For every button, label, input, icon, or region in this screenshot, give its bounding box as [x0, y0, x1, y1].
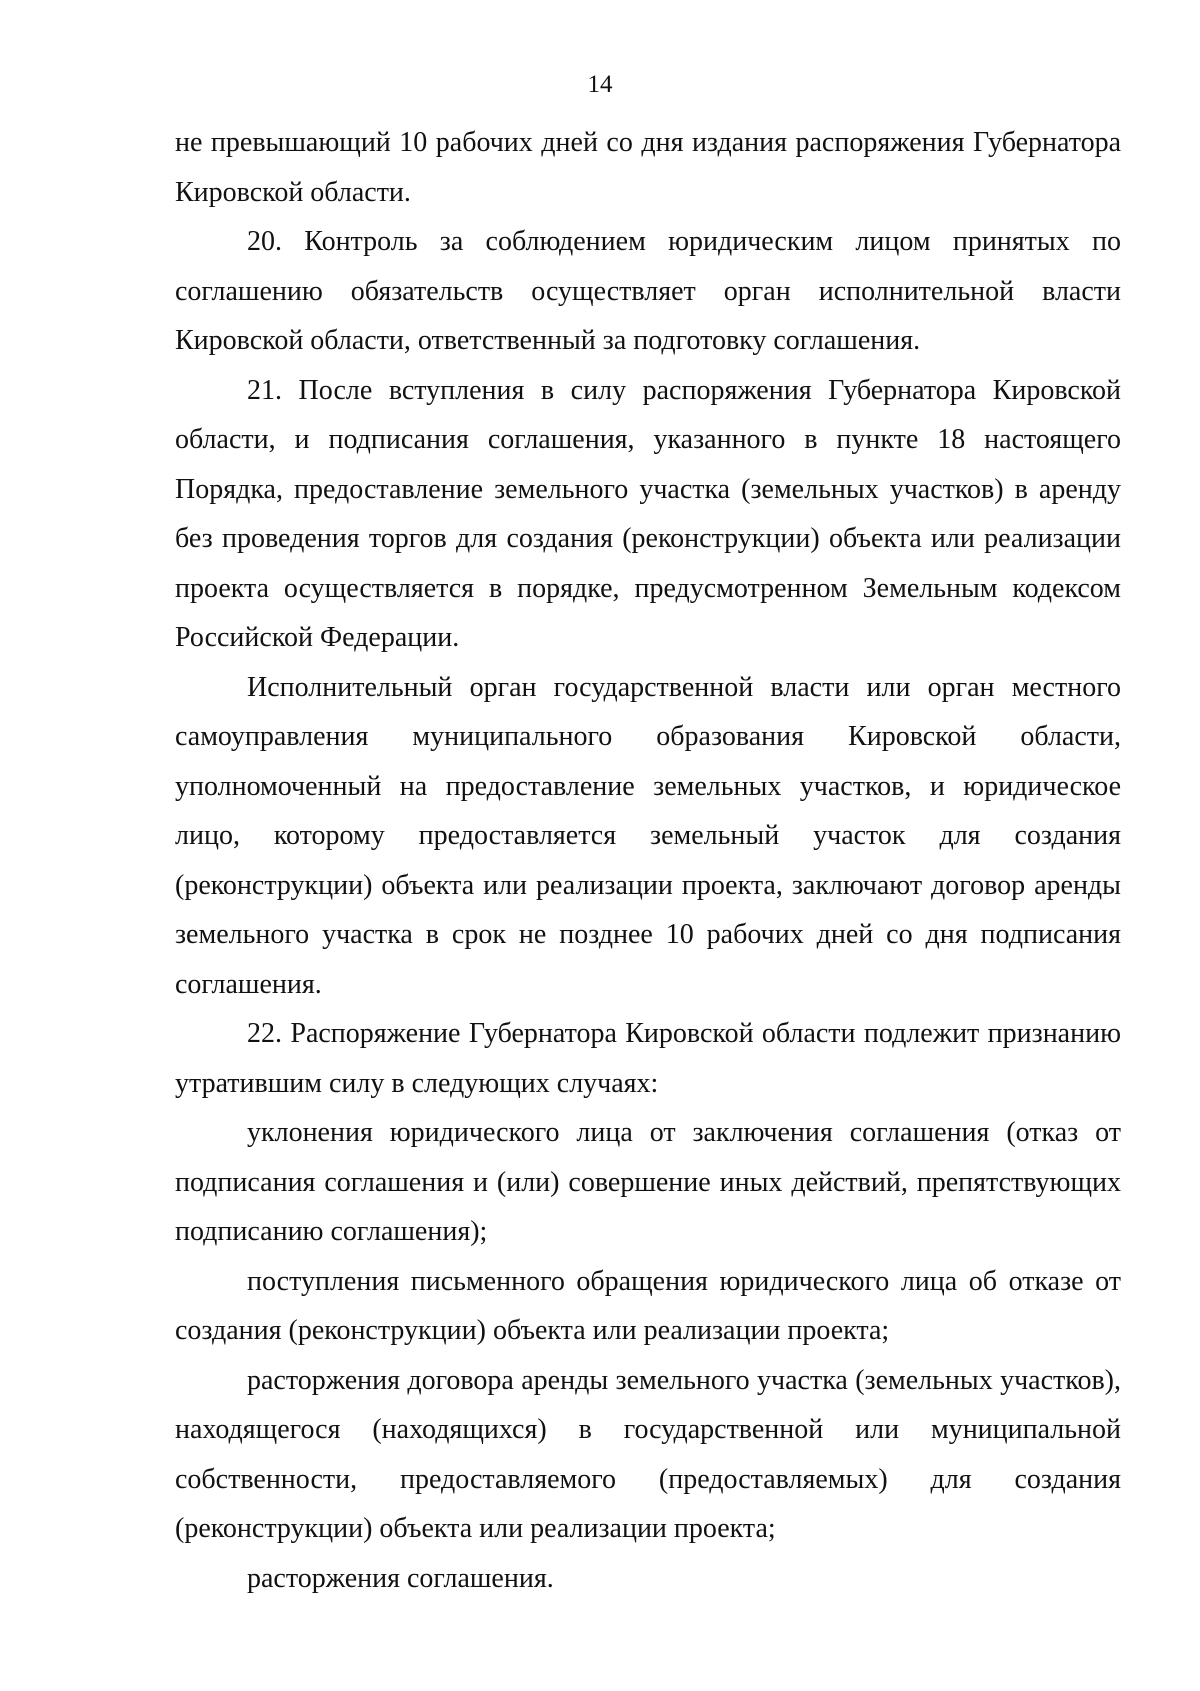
paragraph-case-refusal: поступления письменного обращения юридического лица об отказе от создания (реконструкции) объекта или реализации проекта;	[175, 1265, 1121, 1346]
document-body	[175, 118, 1121, 1603]
paragraph-item-20: 20. Контроль за соблюдением юридическим лицом принятых по соглашению обязательств осуществляет орган исполнительной власти Кировской области, ответственный за подготовку соглашения.	[175, 226, 1121, 356]
paragraph-item-22: 22. Распоряжение Губернатора Кировской области подлежит признанию утратившим силу в следующих случаях:	[175, 1018, 1121, 1099]
page-number: 14	[587, 71, 613, 98]
paragraph-case-agreement-termination: расторжения соглашения.	[247, 1562, 554, 1594]
paragraph-item-21: 21. После вступления в силу распоряжения Губернатора Кировской области, и подписания соглашения, указанного в пункте 18 настоящего Порядка, предоставление земельного участка (земельных участков) в аренду без проведения торгов для создания (реконструкции) объекта или реализации проекта осуществляется в порядке, предусмотренном Земельным кодексом Российской Федерации.	[175, 374, 1121, 653]
paragraph-continuation: не превышающий 10 рабочих дней со дня издания распоряжения Губернатора Кировской области.	[175, 127, 1121, 208]
paragraph-lease-agreement: Исполнительный орган государственной власти или орган местного самоуправления муниципального образования Кировской области, уполномоченный на предоставление земельных участков, и юридическое лицо, которому предоставляется земельный участок для создания (реконструкции) объекта или реализации проекта, заключают договор аренды земельного участка в срок не позднее 10 рабочих дней со дня подписания соглашения.	[175, 671, 1121, 1000]
paragraph-case-evasion: уклонения юридического лица от заключения соглашения (отказ от подписания соглашения и (или) совершение иных действий, препятствующих подписанию соглашения);	[175, 1117, 1121, 1247]
paragraph-case-lease-termination: расторжения договора аренды земельного участка (земельных участков), находящегося (находящихся) в государственной или муниципальной собственности, предоставляемого (предоставляемых) для создания (реконструкции) объекта или реализации проекта;	[175, 1364, 1121, 1544]
